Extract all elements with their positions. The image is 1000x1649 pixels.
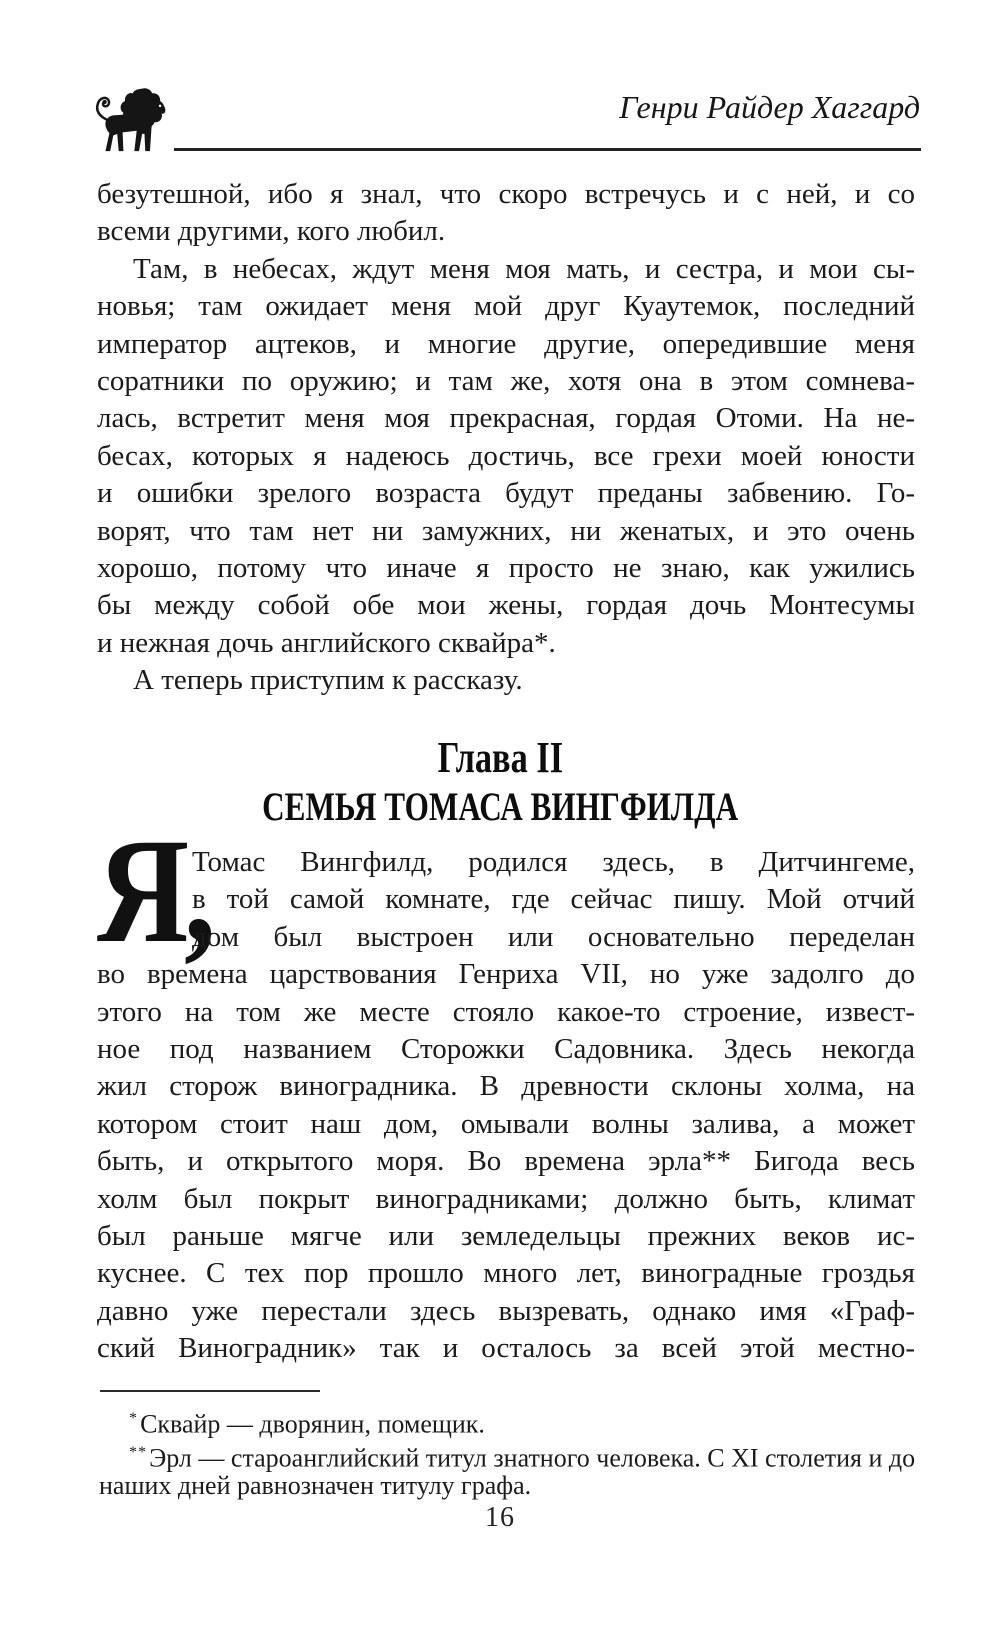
- text-line: во времена царствования Генриха VII, но уже задолго до: [97, 958, 915, 991]
- text-line: **Эрл — староанглийский титул знатного человека. С XI столетия и до: [129, 1443, 916, 1473]
- chapter-number-text: Глава II: [437, 733, 563, 782]
- page-number: 16: [485, 1502, 515, 1533]
- text-line: наших дней равнозначен титулу графа.: [99, 1471, 532, 1500]
- text-line: дом был выстроен или основательно переделан: [192, 920, 915, 953]
- text-line: безутешной, ибо я знал, что скоро встречусь и с ней, и со: [97, 178, 915, 210]
- text-line: жил сторож виноградника. В древности склоны холма, на: [97, 1070, 915, 1103]
- text-line: Томас Вингфилд, родился здесь, в Дитчингеме,: [192, 846, 915, 878]
- text-line: этого на том же месте стояло какое-то строение, извест-: [97, 995, 915, 1028]
- chapter-paragraphs: [97, 844, 915, 1367]
- text-line: бесах, которых я надеюсь достичь, все грехи моей юности: [97, 439, 915, 472]
- text-line: новья; там ожидает меня мой друг Куаутемок, последний: [97, 290, 915, 323]
- text-line: император ацтеков, и многие другие, опередившие меня: [97, 327, 915, 360]
- text-line: в той самой комнате, где сейчас пишу. Мой отчий: [192, 883, 915, 916]
- text-line: быть, и открытого моря. Во времена эрла** Бигода весь: [97, 1145, 915, 1178]
- text-line: бы между собой обе мои жены, гордая дочь Монтесумы: [97, 589, 915, 622]
- text-line: куснее. С тех пор прошло много лет, виноградные гроздья: [97, 1257, 915, 1290]
- text-line: лась, встретит меня моя прекрасная, гордая Отоми. На не-: [97, 402, 915, 435]
- text-line: холм был покрыт виноградниками; должно быть, климат: [97, 1182, 915, 1215]
- body-paragraphs: [97, 176, 915, 699]
- footnote-marker: *: [129, 1410, 139, 1427]
- text-line: давно уже перестали здесь вызревать, однако имя «Граф-: [97, 1294, 915, 1327]
- text-line: ное под названием Сторожки Садовника. Здесь некогда: [97, 1032, 915, 1065]
- text-line: хорошо, потому что иначе я просто не знаю, как ужились: [97, 551, 915, 584]
- footnote-rule: [100, 1390, 320, 1392]
- footnote-marker: **: [129, 1443, 148, 1461]
- footnotes: [99, 1402, 915, 1503]
- header-rule: [174, 148, 921, 151]
- chapter-number-heading: [0, 733, 1000, 782]
- chapter-title-text: СЕМЬЯ ТОМАСА ВИНГФИЛДА: [261, 784, 738, 829]
- text-line: соратники по оружию; и там же, хотя она в этом сомнева-: [97, 364, 915, 397]
- text-line: всеми другими, кого любил.: [97, 215, 446, 248]
- drop-cap: Я,: [97, 808, 211, 974]
- text-line: ворят, что там нет ни замужних, ни женатых, и это очень: [97, 514, 915, 547]
- text-line: был раньше мягче или земледельцы прежних веков ис-: [97, 1219, 915, 1252]
- text-line: и ошибки зрелого возраста будут преданы забвению. Го-: [97, 477, 915, 510]
- text-line: котором стоит наш дом, омывали волны залива, а может: [97, 1107, 915, 1140]
- text-line: ский Виноградник» так и осталось за всей этой местно-: [97, 1332, 915, 1365]
- running-head-author: Генри Райдер Хаггард: [619, 89, 920, 125]
- text-line: *Сквайр — дворянин, помещик.: [129, 1409, 485, 1439]
- text-line: А теперь приступим к рассказу.: [133, 664, 523, 697]
- text-line: и нежная дочь английского сквайра*.: [97, 626, 556, 659]
- lion-icon: [93, 86, 171, 160]
- text-line: Там, в небесах, ждут меня моя мать, и сестра, и мои сы-: [133, 252, 915, 285]
